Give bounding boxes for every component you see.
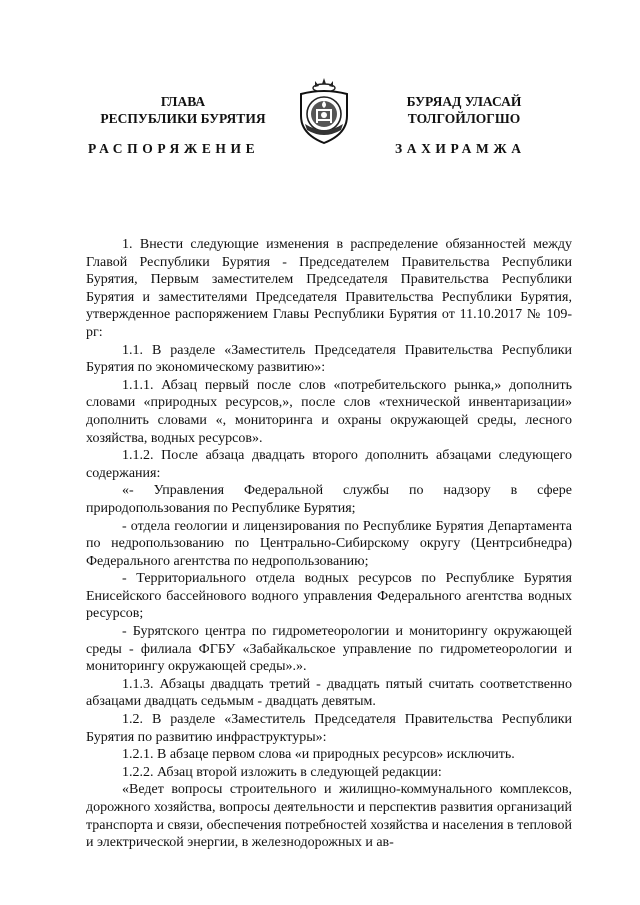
header-left-line-1: ГЛАВА (160, 94, 206, 109)
paragraph-1-2: 1.2. В разделе «Заместитель Председателя Правительства Республики Бурятия по развитию инфраструктуры»: (86, 712, 572, 745)
paragraph-quote-5: «Ведет вопросы строительного и жилищно-коммунального комплексов, дорожного хозяйства, вопросы деятельности и перспектив развития организаций транспорта и связи, обеспечения потребностей хозяйства и населения в тепловой и электрической энергии, в железнодорожных и ав- (86, 782, 572, 851)
paragraph-1-2-2: 1.2.2. Абзац второй изложить в следующей редакции: (122, 764, 442, 780)
paragraph-quote-1: «- Управления Федеральной службы по надзору в сфере природопользования по Республике Бурятия; (86, 483, 572, 516)
document-body (86, 236, 572, 852)
paragraph-1-1: 1.1. В разделе «Заместитель Председателя Правительства Республики Бурятия по экономическому развитию»: (86, 342, 572, 376)
paragraph-1-1-1: 1.1.1. Абзац первый после слов «потребительского рынка,» дополнить словами «природных ресурсов,», после слов «технической инвентаризации» дополнить словами «, мониторинга и охраны окружающей среды, лесного хозяйства, водных ресурсов». (86, 377, 572, 446)
doc-type-right: ЗАХИРАМЖА (395, 141, 526, 156)
paragraph-quote-2: - отдела геологии и лицензирования по Республике Бурятия Департамента по недропользованию по Центрально-Сибирскому округу (Центрсибнедра) Федерального агентства по недропользованию; (86, 518, 572, 569)
paragraph-1-1-3: 1.1.3. Абзацы двадцать третий - двадцать пятый считать соответственно абзацами двадцать седьмым - двадцать девятым. (86, 676, 572, 710)
header-right-line-1: БУРЯАД УЛАСАЙ (406, 94, 522, 109)
header-left-line-2: РЕСПУБЛИКИ БУРЯТИЯ (100, 111, 266, 126)
coat-of-arms-emblem (295, 76, 353, 146)
paragraph-1-2-1: 1.2.1. В абзаце первом слова «и природных ресурсов» исключить. (122, 747, 515, 763)
header-right-line-2: ТОЛГОЙЛОГШО (407, 111, 521, 126)
doc-type-left: РАСПОРЯЖЕНИЕ (88, 141, 260, 156)
header-left (88, 93, 278, 127)
header-right (364, 93, 564, 127)
paragraph-quote-4: - Бурятского центра по гидрометеорологии и мониторингу окружающей среды - филиала ФГБУ «Забайкальское управление по гидрометеорологии и мониторингу окружающей среды».». (86, 624, 572, 675)
paragraph-1-1-2: 1.1.2. После абзаца двадцать второго дополнить абзацами следующего содержания: (86, 448, 572, 481)
paragraph-quote-3: - Территориального отдела водных ресурсов по Республике Бурятия Енисейского бассейнового водного управления Федерального агентства водных ресурсов; (86, 571, 572, 622)
paragraph-1: 1. Внести следующие изменения в распределение обязанностей между Главой Республики Бурятия - Председателем Правительства Республики Бурятия, Первым заместителем Председателя Правительства Республики Бурятия и заместителями Председателя Правительства Республики Бурятия, утвержденное распоряжением Главы Республики Бурятия от 11.10.2017 № 109-рг: (86, 237, 572, 340)
